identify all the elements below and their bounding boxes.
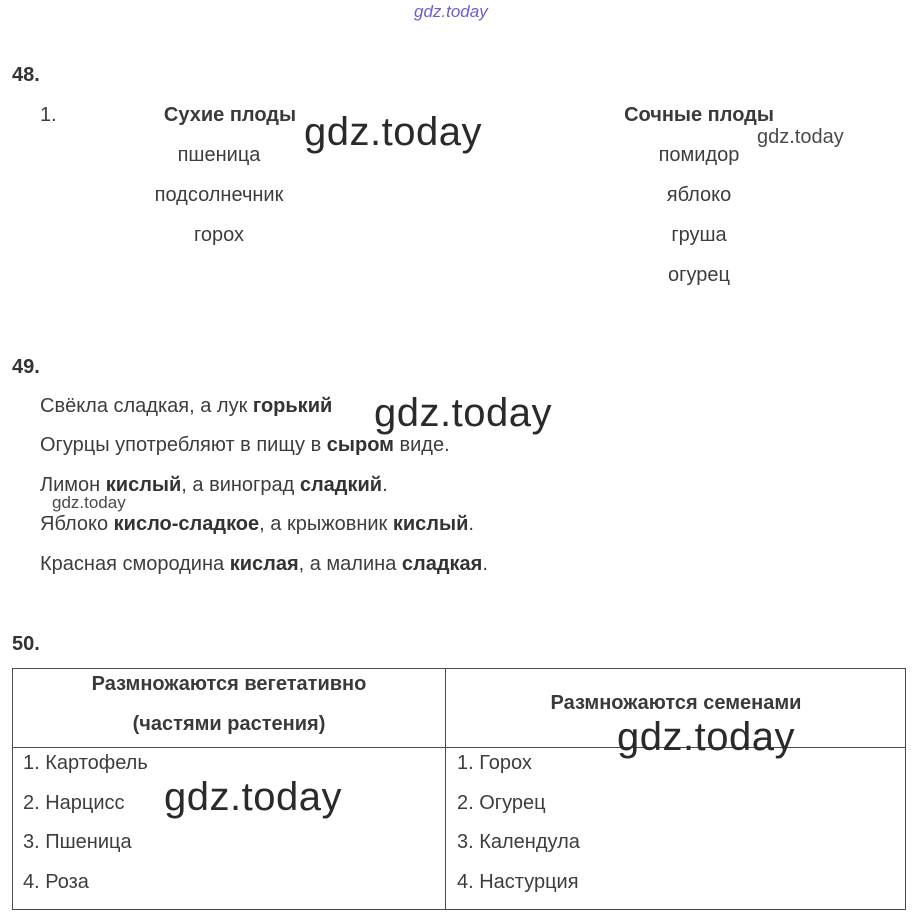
juicy-fruits-title: Сочные плоды [624,104,774,126]
emphasis-word: сладкий [299,474,383,496]
sentence-text: , а малина [298,553,402,575]
list-item: груша [671,224,727,246]
watermark: gdz.today [304,110,482,154]
table-cell: 3. Пшеница [23,831,132,853]
table-cell: 2. Нарцисс [23,792,125,814]
sentence [40,553,488,576]
emphasis-word: кислая [229,553,299,575]
sentence-text: Огурцы употребляют в пищу в [40,434,327,456]
list-item: подсолнечник [154,184,284,206]
sentence [40,513,474,536]
emphasis-word: горький [252,395,333,417]
sentence-text: , а крыжовник [259,513,393,535]
table-cell: 1. Картофель [23,752,148,774]
watermark-top: gdz.today [414,2,488,21]
sentence-text: . [382,474,388,496]
task-48-number: 48. [12,64,40,86]
list-item: горох [194,224,244,246]
task-49-number: 49. [12,356,40,378]
col2-header: Размножаются семенами [550,692,802,714]
col1-header-line1: Размножаются вегетативно [91,673,367,695]
task-48-item-label: 1. [40,104,57,126]
watermark: gdz.today [164,775,342,819]
sentence-text: Лимон [40,474,106,496]
task-50-number: 50. [12,633,40,655]
list-item: пшеница [177,144,261,166]
emphasis-word: сыром [326,434,394,456]
table-cell: 3. Календула [457,831,580,853]
table-cell: 4. Настурция [457,871,579,893]
table-cell: 2. Огурец [457,792,546,814]
sentence-text: виде. [393,434,450,456]
list-item: огурец [668,264,730,286]
emphasis-word: кислый [392,513,469,535]
emphasis-word: сладкая [401,553,483,575]
table-divider-vertical [445,668,446,910]
sentence [40,395,332,418]
col1-header-line2: (частями растения) [132,713,326,735]
sentence [40,434,450,457]
watermark: gdz.today [757,126,844,148]
list-item: помидор [658,144,740,166]
watermark: gdz.today [52,493,126,512]
list-item: яблоко [666,184,732,206]
sentence-text: Яблоко [40,513,114,535]
sentence-text: . [468,513,474,535]
emphasis-word: кислый [105,474,182,496]
dry-fruits-title: Сухие плоды [163,104,297,126]
emphasis-word: кисло-сладкое [113,513,260,535]
sentence-text: . [482,553,488,575]
sentence-text: , а виноград [181,474,300,496]
sentence-text: Красная смородина [40,553,230,575]
table-cell: 1. Горох [457,752,532,774]
watermark: gdz.today [374,391,552,435]
table-cell: 4. Роза [23,871,89,893]
sentence-text: Свёкла сладкая, а лук [40,395,253,417]
watermark: gdz.today [617,715,795,759]
